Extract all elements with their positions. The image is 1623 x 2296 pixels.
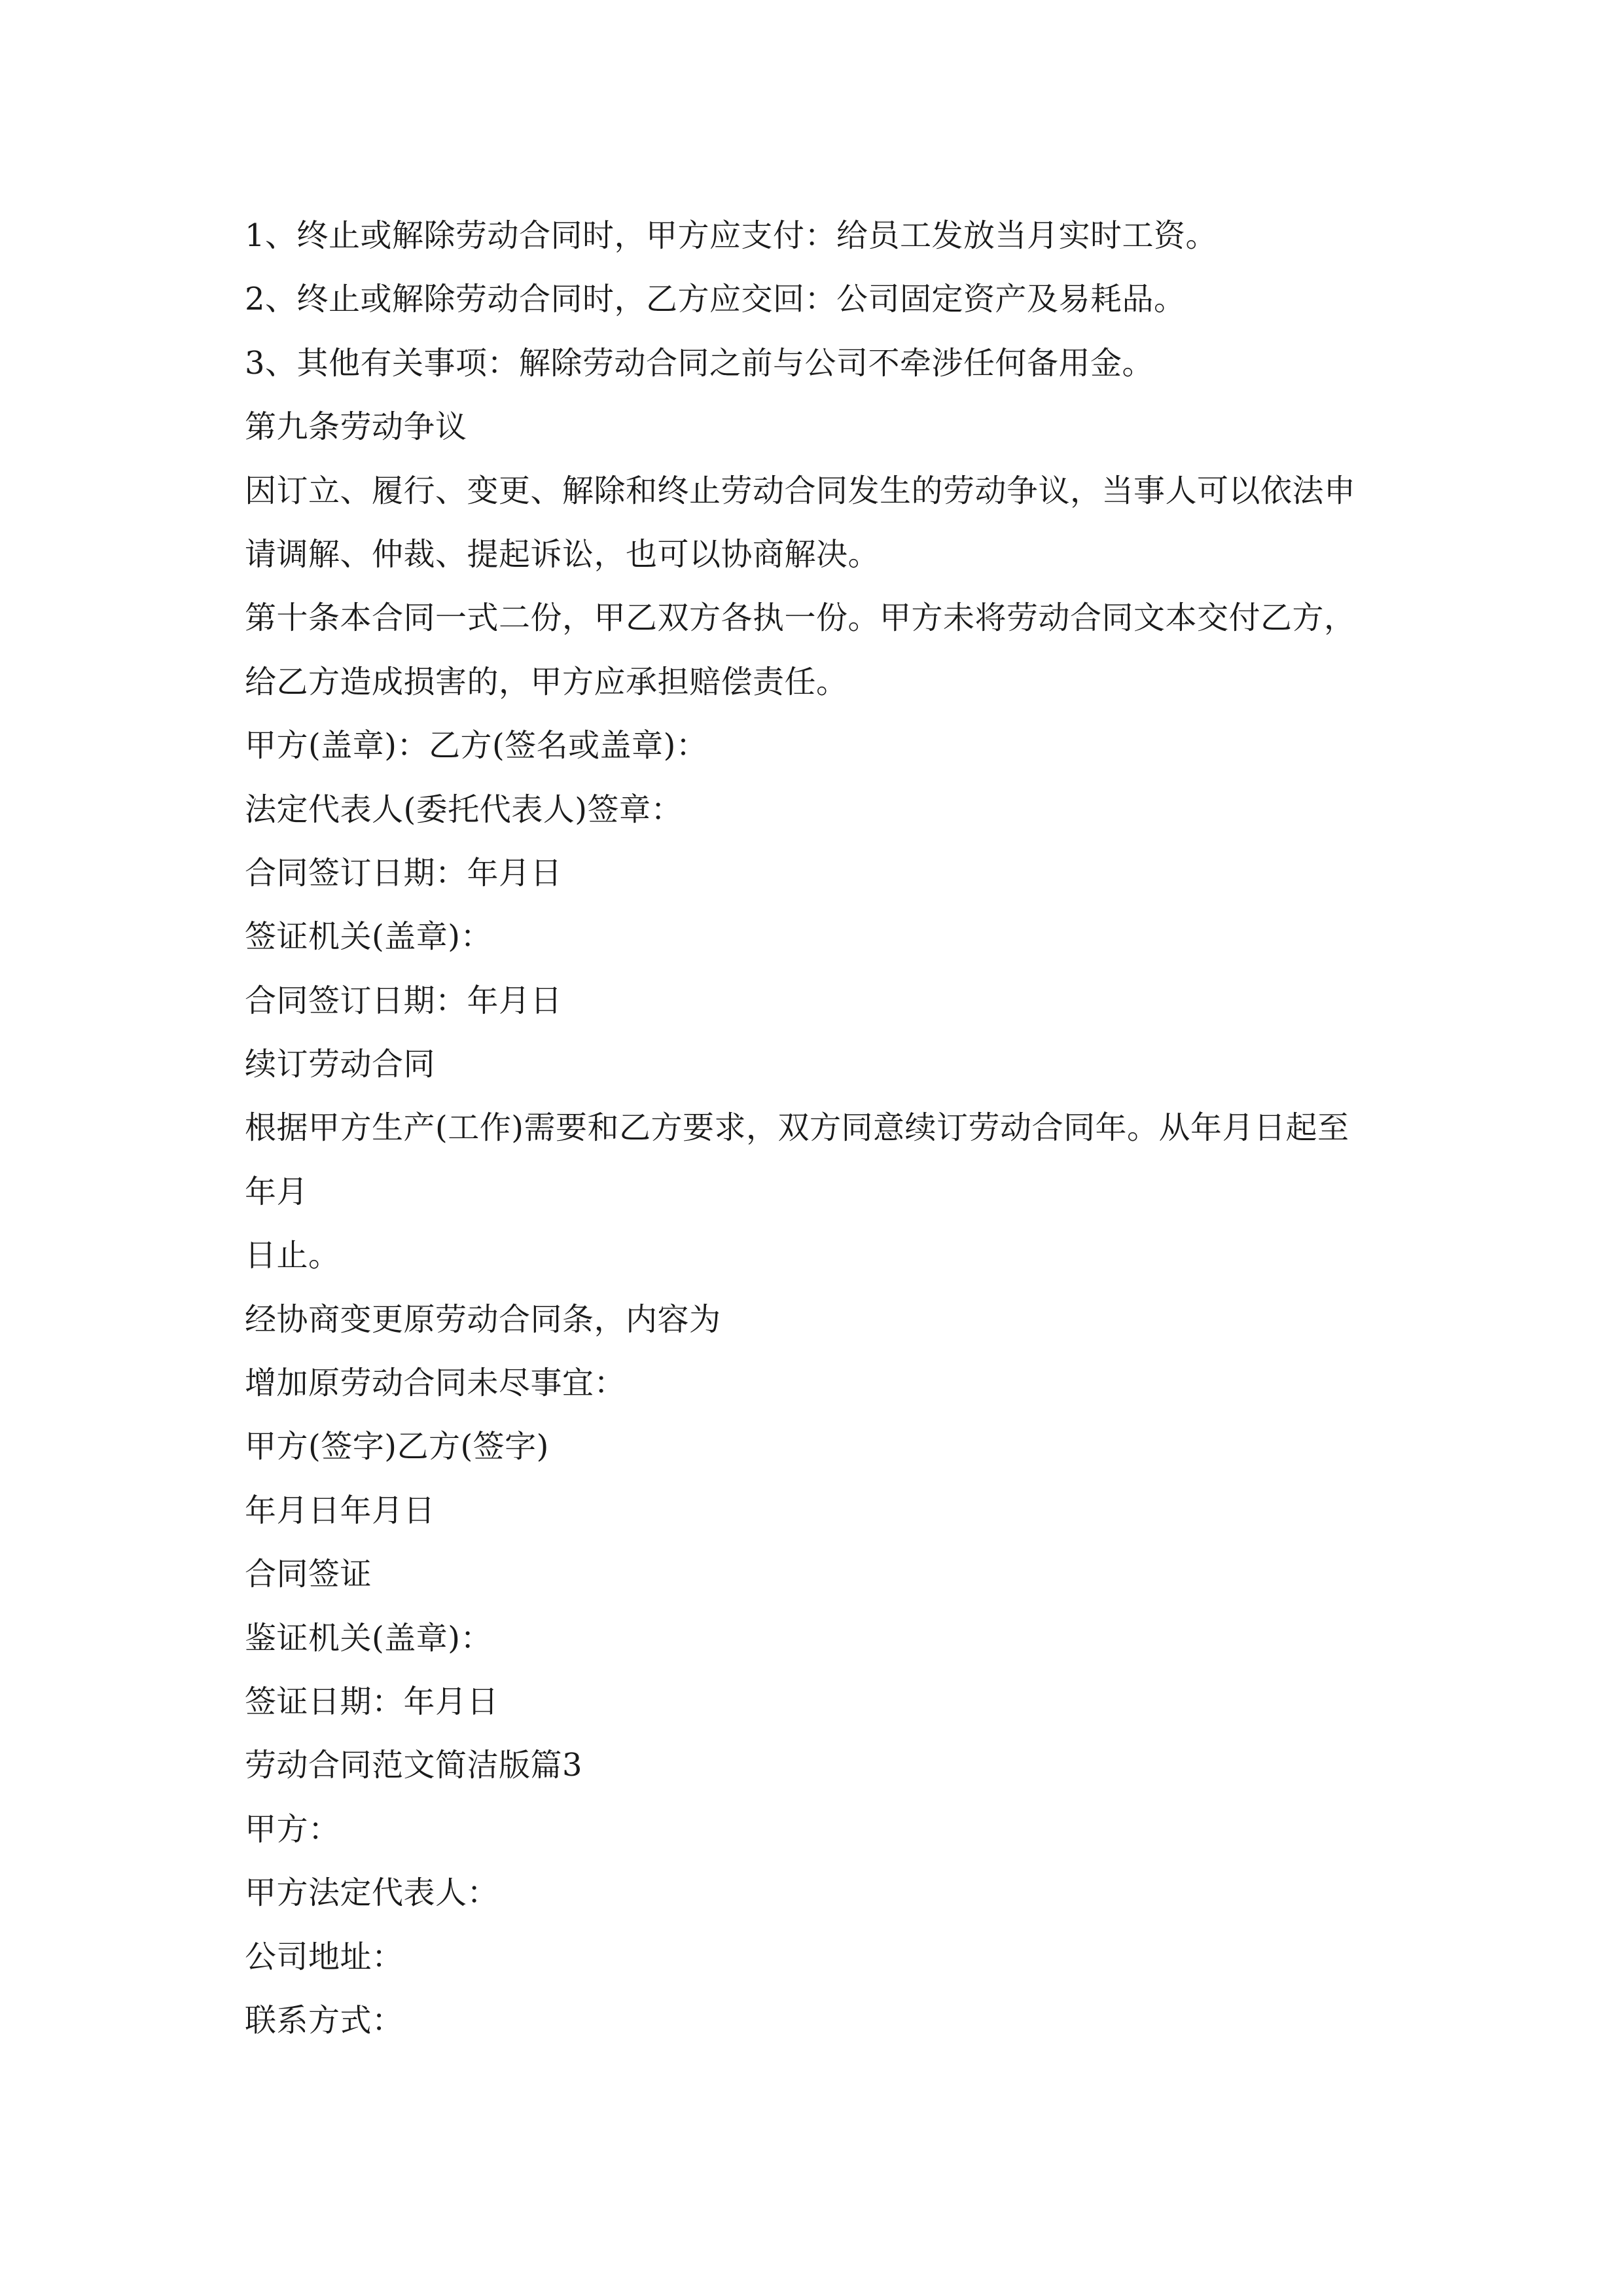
text-line: 2、终止或解除劳动合同时，乙方应交回：公司固定资产及易耗品。 [245,281,1186,318]
date-line: 合同签订日期：年月日 [245,854,563,891]
signature-line: 签证机关(盖章)： [245,918,492,956]
field-label: 联系方式： [245,2001,404,2039]
signature-line: 法定代表人(委托代表人)签章： [245,791,683,828]
signature-line: 甲方(盖章)：乙方(签名或盖章)： [245,727,708,764]
text-line: 日止。 [245,1237,340,1274]
section-heading: 合同签证 [245,1556,372,1593]
signature-line: 鉴证机关(盖章)： [245,1619,492,1657]
text-line: 经协商变更原劳动合同条，内容为 [245,1300,721,1338]
document-title: 劳动合同范文简洁版篇3 [245,1747,583,1784]
date-line: 年月日年月日 [245,1492,436,1529]
text-line: 1、终止或解除劳动合同时，甲方应支付：给员工发放当月实时工资。 [245,217,1218,254]
text-line: 给乙方造成损害的，甲方应承担赔偿责任。 [245,663,848,700]
text-line: 年月 [245,1173,309,1210]
document-body [245,204,1397,2053]
date-line: 签证日期：年月日 [245,1683,499,1720]
text-line: 第十条本合同一式二份，甲乙双方各执一份。甲方未将劳动合同文本交付乙方， [245,600,1356,637]
text-line: 请调解、仲裁、提起诉讼，也可以协商解决。 [245,535,880,573]
section-heading: 第九条劳动争议 [245,408,467,446]
field-label: 甲方法定代表人： [245,1874,499,1912]
field-label: 甲方： [245,1810,340,1848]
text-line: 3、其他有关事项：解除劳动合同之前与公司不牵涉任何备用金。 [245,344,1154,382]
section-heading: 续订劳动合同 [245,1046,436,1083]
field-label: 公司地址： [245,1938,404,1975]
date-line: 合同签订日期：年月日 [245,982,563,1019]
signature-line: 甲方(签字)乙方(签字) [245,1428,549,1465]
text-line: 根据甲方生产(工作)需要和乙方要求，双方同意续订劳动合同年。从年月日起至 [245,1109,1349,1147]
text-line: 增加原劳动合同未尽事宜： [245,1365,626,1402]
text-line: 因订立、履行、变更、解除和终止劳动合同发生的劳动争议，当事人可以依法申 [245,472,1356,509]
